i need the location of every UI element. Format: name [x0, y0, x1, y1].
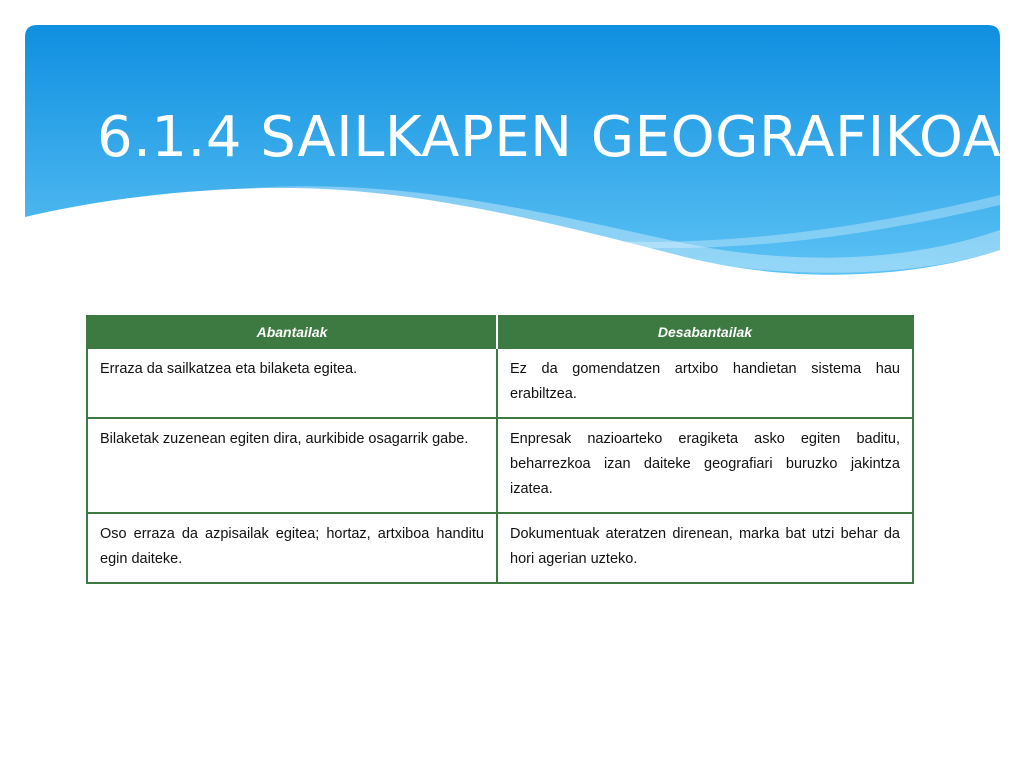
- advantage-cell: Erraza da sailkatzea eta bilaketa egitea.: [87, 348, 497, 418]
- comparison-table: [86, 315, 914, 584]
- table-row: [87, 348, 913, 418]
- table-header-row: [87, 316, 913, 348]
- disadvantage-cell: Enpresak nazioarteko eragiketa asko egiten baditu, beharrezkoa izan daiteke geografiari buruzko jakintza izatea.: [497, 418, 913, 513]
- disadvantage-cell: Ez da gomendatzen artxibo handietan sistema hau erabiltzea.: [497, 348, 913, 418]
- title-banner: [25, 25, 1000, 285]
- table-row: [87, 418, 913, 513]
- table-row: [87, 513, 913, 583]
- header-disadvantages: Desabantailak: [497, 316, 913, 348]
- advantage-cell: Oso erraza da azpisailak egitea; hortaz, artxiboa handitu egin daiteke.: [87, 513, 497, 583]
- header-advantages: Abantailak: [87, 316, 497, 348]
- slide-title: 6.1.4 SAILKAPEN GEOGRAFIKOA: [97, 105, 1002, 170]
- advantage-cell: Bilaketak zuzenean egiten dira, aurkibide osagarrik gabe.: [87, 418, 497, 513]
- disadvantage-cell: Dokumentuak ateratzen direnean, marka bat utzi behar da hori agerian uzteko.: [497, 513, 913, 583]
